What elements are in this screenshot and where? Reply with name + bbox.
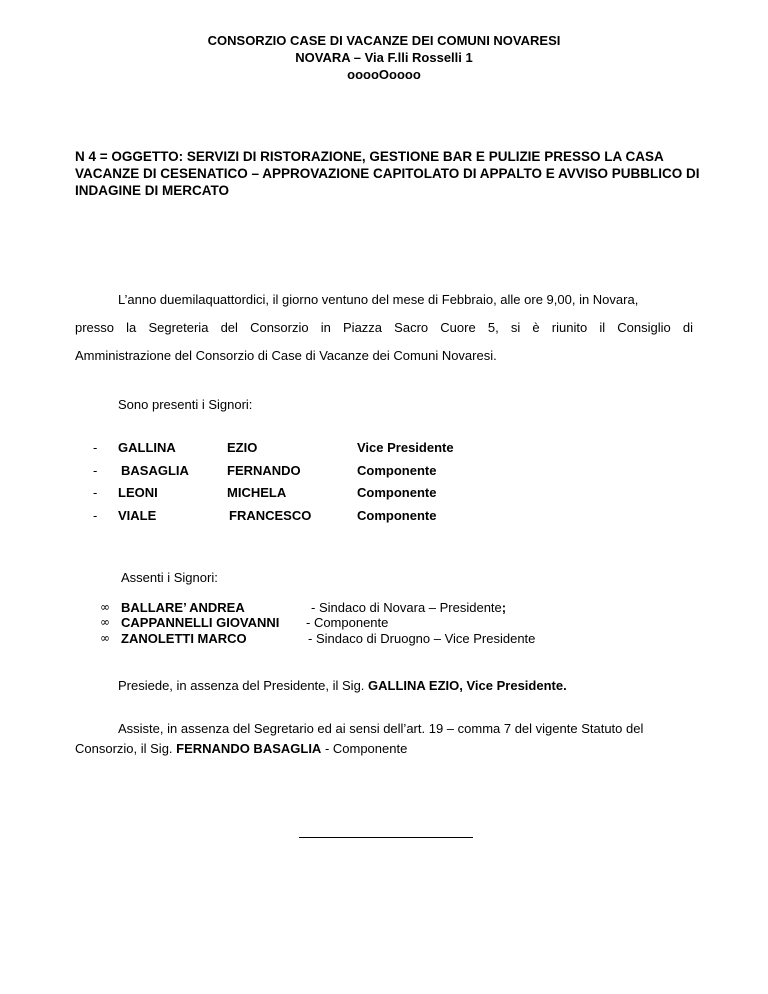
intro-line-3: Amministrazione del Consorzio di Case di Vacanze dei Comuni Novaresi.: [75, 348, 497, 363]
assists-line-1: Assiste, in assenza del Segretario ed ai sensi dell’art. 19 – comma 7 del vigente Statuto del: [118, 721, 644, 736]
presides-name: GALLINA EZIO, Vice Presidente.: [368, 678, 567, 693]
infinity-bullet-icon: ∞: [100, 615, 110, 629]
present-surname: BASAGLIA: [121, 463, 189, 478]
absent-name: ZANOLETTI MARCO: [121, 631, 247, 646]
infinity-bullet-icon: ∞: [100, 631, 110, 645]
present-surname: VIALE: [118, 508, 157, 523]
absent-name: BALLARE’ ANDREA: [121, 600, 245, 615]
present-name: FERNANDO: [227, 463, 301, 478]
present-dash: -: [93, 508, 98, 523]
present-row: [0, 440, 768, 456]
absent-name: CAPPANNELLI GIOVANNI: [121, 615, 280, 630]
present-dash: -: [93, 440, 98, 455]
assists-name: FERNANDO BASAGLIA: [176, 741, 322, 756]
absent-row: [0, 615, 768, 631]
intro-line-1: L’anno duemilaquattordici, il giorno ventuno del mese di Febbraio, alle ore 9,00, in Novara,: [118, 292, 639, 307]
assists-prefix: Consorzio, il Sig.: [75, 741, 177, 756]
assists-suffix: - Componente: [321, 741, 408, 756]
present-role: Componente: [357, 463, 437, 478]
absent-role-text: - Sindaco di Novara – Presidente: [311, 600, 502, 615]
absent-role: - Sindaco di Druogno – Vice Presidente: [308, 631, 536, 646]
infinity-bullet-icon: ∞: [100, 600, 110, 614]
assists-line-2: [75, 741, 407, 756]
presides-prefix: Presiede, in assenza del Presidente, il Sig.: [118, 678, 369, 693]
present-role: Componente: [357, 485, 437, 500]
present-row: [0, 463, 768, 479]
absent-role: [311, 600, 506, 615]
present-name: MICHELA: [227, 485, 287, 500]
present-heading: Sono presenti i Signori:: [118, 397, 253, 412]
header-consortium-name: CONSORZIO CASE DI VACANZE DEI COMUNI NOVARESI: [207, 33, 561, 48]
absent-row: [0, 600, 768, 616]
present-role: Componente: [357, 508, 437, 523]
presides-line: [118, 678, 567, 693]
present-name: EZIO: [227, 440, 258, 455]
absent-heading: Assenti i Signori:: [121, 570, 218, 585]
absent-role-punct: ;: [501, 600, 507, 615]
present-surname: LEONI: [118, 485, 158, 500]
present-surname: GALLINA: [118, 440, 176, 455]
present-row: [0, 485, 768, 501]
absent-row: [0, 631, 768, 647]
present-name: FRANCESCO: [229, 508, 312, 523]
header-address: NOVARA – Via F.lli Rosselli 1: [295, 50, 473, 65]
closing-divider: [299, 837, 473, 838]
present-dash: -: [93, 485, 98, 500]
present-role: Vice Presidente: [357, 440, 454, 455]
absent-role: - Componente: [306, 615, 389, 630]
header-ornament: ooooOoooo: [347, 67, 421, 82]
present-row: [0, 508, 768, 524]
present-dash: -: [93, 463, 98, 478]
subject-title: N 4 = OGGETTO: SERVIZI DI RISTORAZIONE, GESTIONE BAR E PULIZIE PRESSO LA CASA VACANZE DI CESENATICO – APPROVAZIONE CAPITOLATO DI APPALTO E AVVISO PUBBLICO DI INDAGINE DI MERCATO: [75, 149, 700, 198]
intro-line-2: presso la Segreteria del Consorzio in Piazza Sacro Cuore 5, si è riunito il Consiglio di: [75, 320, 693, 335]
